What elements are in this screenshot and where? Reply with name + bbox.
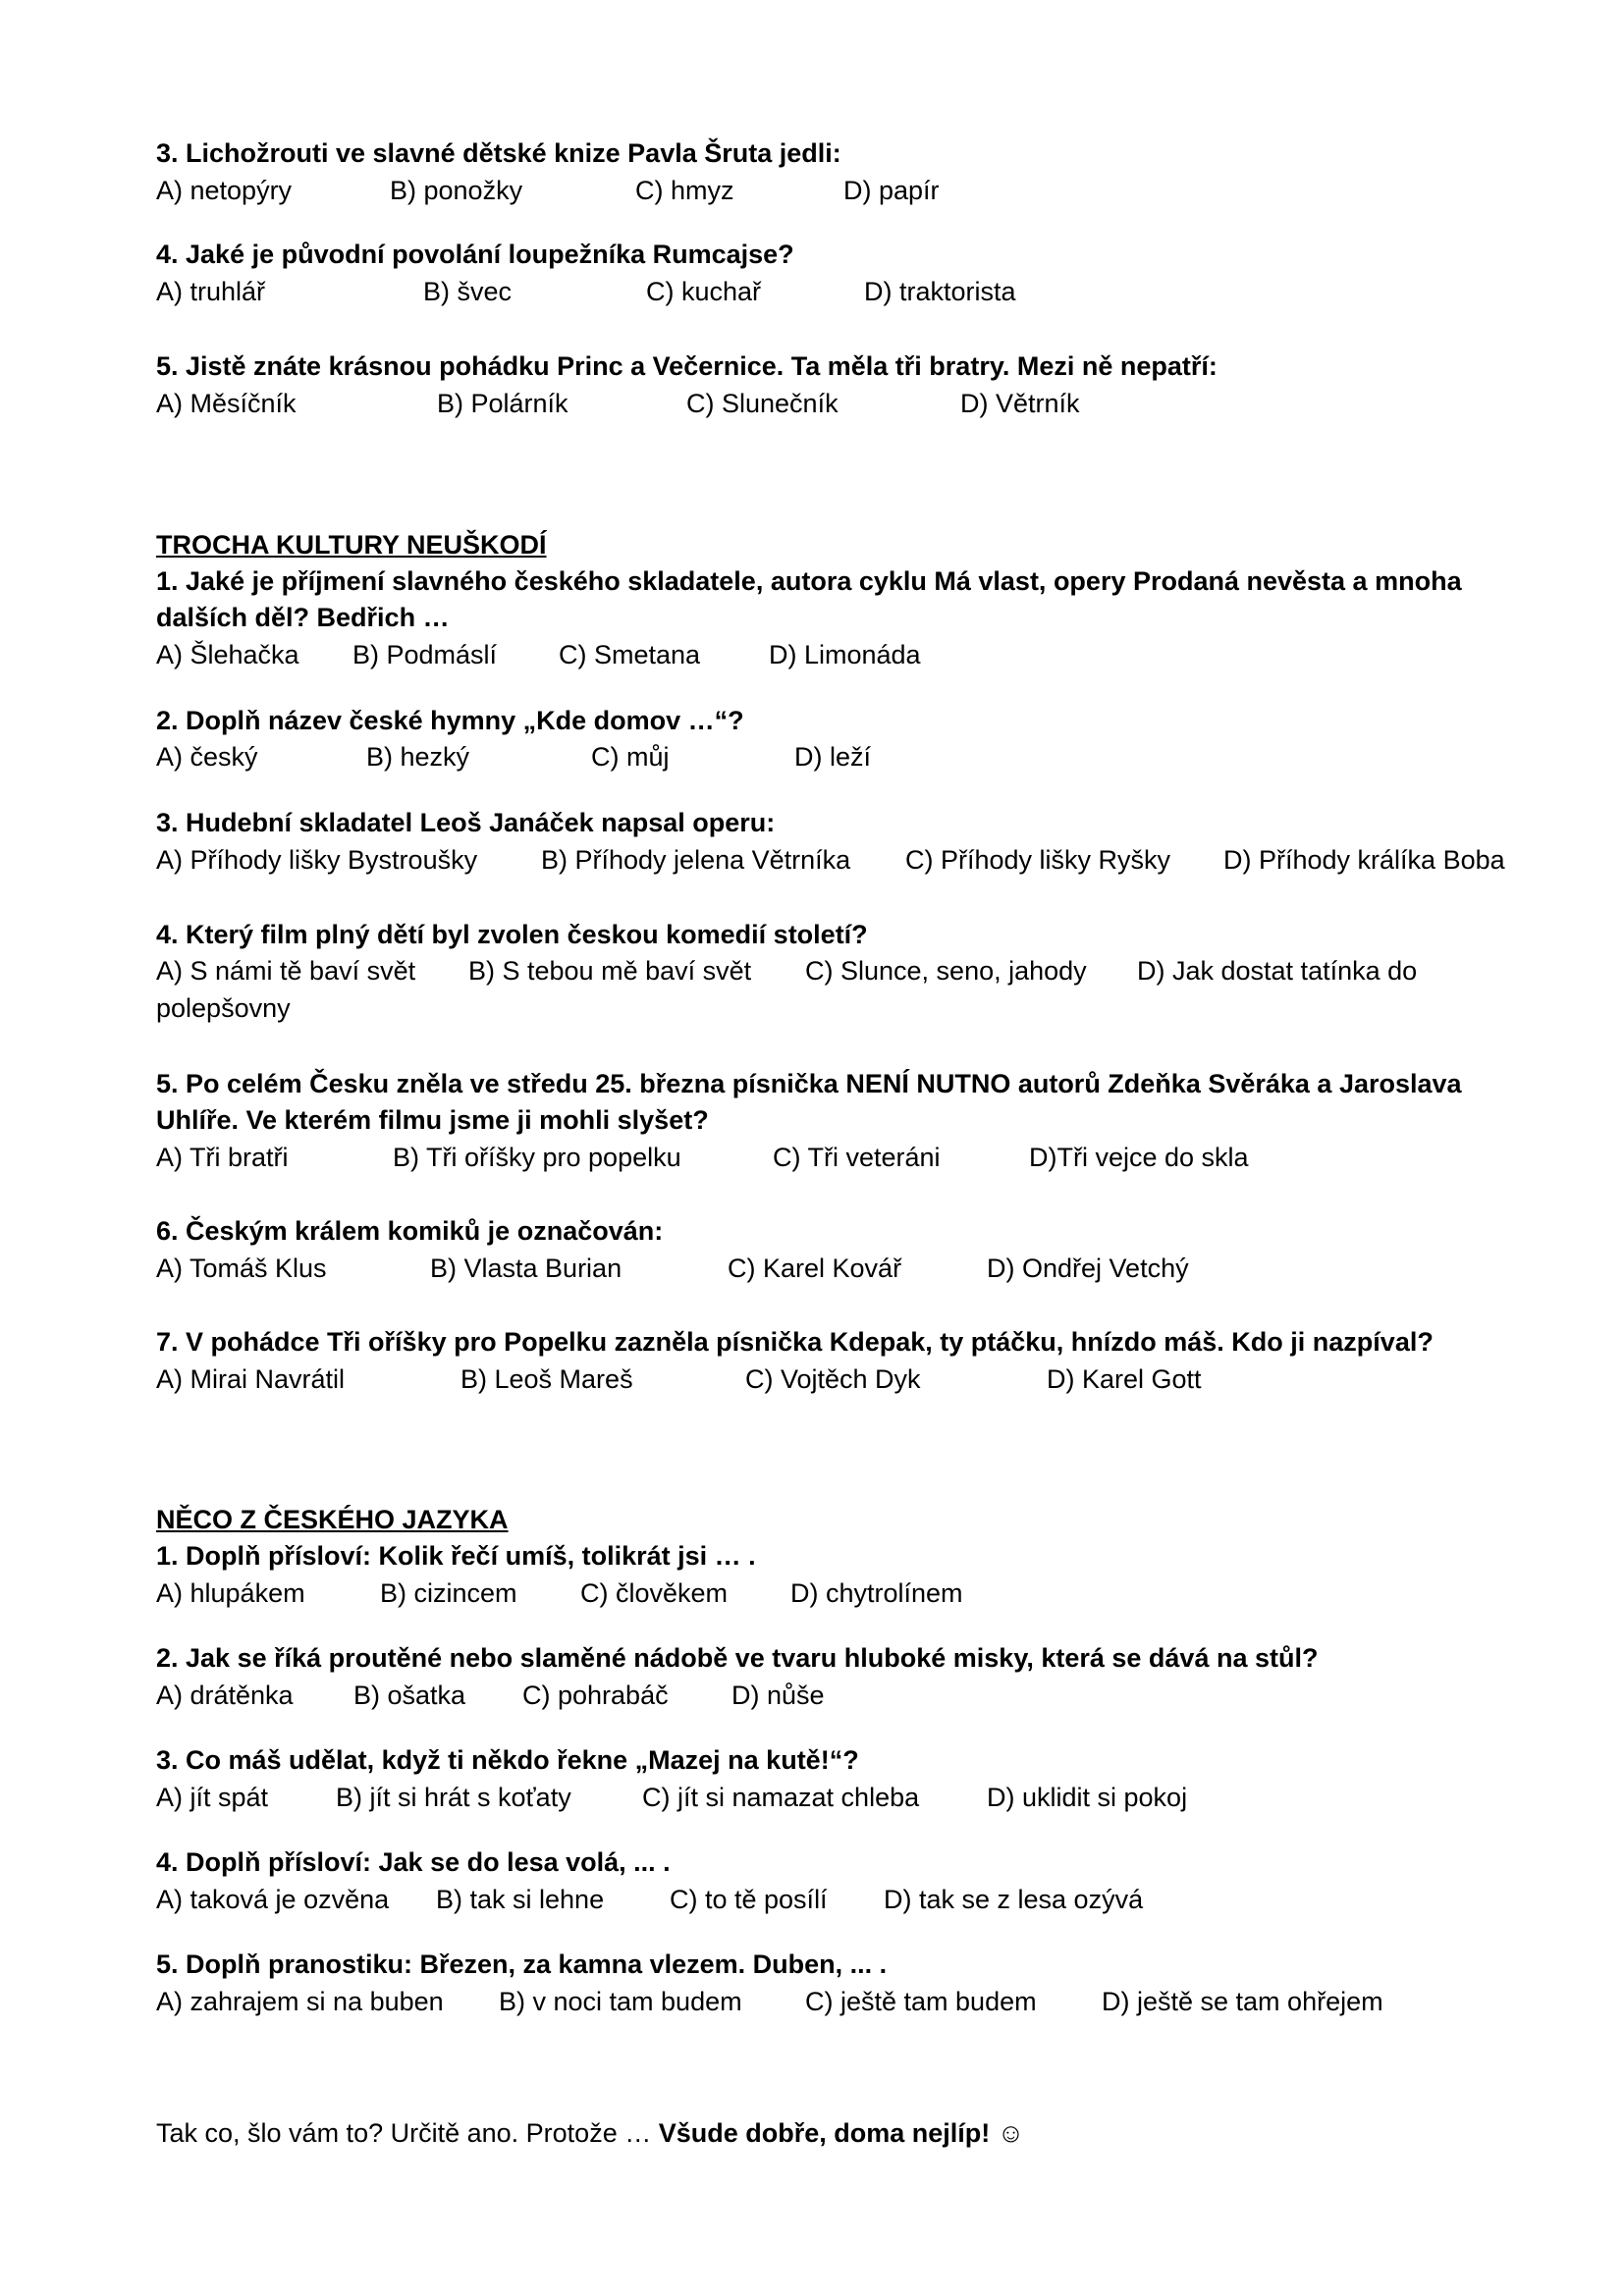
option-b: B) Příhody jelena Větrníka bbox=[541, 845, 851, 875]
option-d: D) tak se z lesa ozývá bbox=[884, 1885, 1144, 1914]
option-c: C) člověkem bbox=[580, 1578, 729, 1608]
closing-text: Tak co, šlo vám to? Určitě ano. Protože … bbox=[156, 2118, 659, 2148]
option-d-continuation: polepšovny bbox=[156, 993, 291, 1023]
option-d: D) nůše bbox=[731, 1681, 825, 1710]
option-b: B) hezký bbox=[366, 742, 470, 772]
closing-motto: Všude dobře, doma nejlíp! bbox=[658, 2118, 991, 2148]
option-a: A) Tři bratři bbox=[156, 1143, 289, 1172]
option-b: B) tak si lehne bbox=[436, 1885, 605, 1914]
option-a: A) český bbox=[156, 742, 258, 772]
option-a: A) Mirai Navrátil bbox=[156, 1364, 346, 1394]
option-a: A) truhlář bbox=[156, 277, 266, 306]
option-a: A) jít spát bbox=[156, 1783, 269, 1812]
option-b: B) švec bbox=[423, 277, 513, 306]
option-a: A) hlupákem bbox=[156, 1578, 305, 1608]
question-5-neni-nutno: 5. Po celém Česku zněla ve středu 25. března písnička NENÍ NUTNO autorů Zdeňka Svěráka a Jaroslava bbox=[156, 1069, 1462, 1098]
option-c: C) Smetana bbox=[559, 640, 701, 669]
option-a: A) Tomáš Klus bbox=[156, 1254, 327, 1283]
question-5-pranostika: 5. Doplň pranostiku: Březen, za kamna vlezem. Duben, ... . bbox=[156, 1949, 888, 1979]
option-a: A) drátěnka bbox=[156, 1681, 294, 1710]
option-d: D) chytrolínem bbox=[790, 1578, 963, 1608]
option-c: C) jít si namazat chleba bbox=[642, 1783, 920, 1812]
question-3-lichozrouti: 3. Lichožrouti ve slavné dětské knize Pavla Šruta jedli: bbox=[156, 138, 841, 168]
option-c: C) Slunce, seno, jahody bbox=[805, 956, 1087, 986]
option-d: D) Příhody králíka Boba bbox=[1223, 845, 1505, 875]
option-b: B) ponožky bbox=[390, 176, 523, 205]
question-3-janacek: 3. Hudební skladatel Leoš Janáček napsal operu: bbox=[156, 808, 776, 837]
question-6-kral-komiku: 6. Českým králem komiků je označován: bbox=[156, 1216, 664, 1246]
option-d: D) leží bbox=[794, 742, 872, 772]
question-1-prislovi-reci: 1. Doplň přísloví: Kolik řečí umíš, tolikrát jsi … . bbox=[156, 1541, 756, 1571]
option-d: D)Tři vejce do skla bbox=[1029, 1143, 1249, 1172]
question-7-kdepak: 7. V pohádce Tři oříšky pro Popelku zazněla písnička Kdepak, ty ptáčku, hnízdo máš. Kdo ji nazpíval? bbox=[156, 1327, 1434, 1357]
option-d: D) Ondřej Vetchý bbox=[987, 1254, 1189, 1283]
question-1-skladatel-line2: dalších děl? Bedřich … bbox=[156, 603, 450, 632]
option-b: B) cizincem bbox=[380, 1578, 517, 1608]
question-4-rumcajs: 4. Jaké je původní povolání loupežníka Rumcajse? bbox=[156, 240, 794, 269]
section-heading-kultura: TROCHA KULTURY NEUŠKODÍ bbox=[156, 530, 547, 560]
option-a: A) taková je ozvěna bbox=[156, 1885, 390, 1914]
option-a: A) Příhody lišky Bystroušky bbox=[156, 845, 478, 875]
question-1-skladatel: 1. Jaké je příjmení slavného českého skladatele, autora cyklu Má vlast, opery Prodaná nevěsta a mnoha bbox=[156, 566, 1462, 596]
option-a: A) netopýry bbox=[156, 176, 293, 205]
option-c: C) Slunečník bbox=[686, 389, 839, 418]
option-b: B) v noci tam budem bbox=[499, 1987, 742, 2016]
option-c: C) můj bbox=[591, 742, 670, 772]
option-c: C) Vojtěch Dyk bbox=[745, 1364, 921, 1394]
option-a: A) zahrajem si na buben bbox=[156, 1987, 444, 2016]
option-b: B) jít si hrát s koťaty bbox=[336, 1783, 571, 1812]
option-b: B) Polárník bbox=[437, 389, 568, 418]
option-c: C) Příhody lišky Ryšky bbox=[905, 845, 1171, 875]
option-b: B) Podmáslí bbox=[352, 640, 498, 669]
option-b: B) Leoš Mareš bbox=[460, 1364, 633, 1394]
question-2-hymna: 2. Doplň název české hymny „Kde domov …“? bbox=[156, 706, 744, 735]
question-5-princ-a-vecernice: 5. Jistě znáte krásnou pohádku Princ a Večernice. Ta měla tři bratry. Mezi ně nepatří: bbox=[156, 351, 1218, 381]
question-5-neni-nutno-line2: Uhlíře. Ve kterém filmu jsme ji mohli slyšet? bbox=[156, 1105, 709, 1135]
question-2-nadoba: 2. Jak se říká proutěné nebo slaměné nádobě ve tvaru hluboké misky, která se dává na stůl? bbox=[156, 1643, 1319, 1673]
option-b: B) S tebou mě baví svět bbox=[468, 956, 752, 986]
option-b: B) Vlasta Burian bbox=[430, 1254, 623, 1283]
option-c: C) Tři veteráni bbox=[773, 1143, 941, 1172]
option-c: C) ještě tam budem bbox=[805, 1987, 1037, 2016]
section-heading-cesky-jazyk: NĚCO Z ČESKÉHO JAZYKA bbox=[156, 1505, 509, 1534]
option-a: A) S námi tě baví svět bbox=[156, 956, 416, 986]
option-a: A) Šlehačka bbox=[156, 640, 299, 669]
option-d: D) traktorista bbox=[864, 277, 1016, 306]
option-b: B) ošatka bbox=[353, 1681, 466, 1710]
closing-line bbox=[156, 2115, 1024, 2152]
option-d: D) Jak dostat tatínka do bbox=[1137, 956, 1418, 986]
option-d: D) ještě se tam ohřejem bbox=[1102, 1987, 1383, 2016]
option-d: D) Limonáda bbox=[769, 640, 921, 669]
option-d: D) Karel Gott bbox=[1047, 1364, 1202, 1394]
question-3-mazej-na-kute: 3. Co máš udělat, když ti někdo řekne „Mazej na kutě!“? bbox=[156, 1745, 859, 1775]
question-4-film: 4. Který film plný dětí byl zvolen českou komedií století? bbox=[156, 920, 868, 949]
question-4-prislovi-les: 4. Doplň přísloví: Jak se do lesa volá, ... . bbox=[156, 1847, 671, 1877]
option-c: C) pohrabáč bbox=[522, 1681, 669, 1710]
option-d: D) papír bbox=[843, 176, 940, 205]
smiley-icon: ☺ bbox=[990, 2118, 1025, 2148]
option-a: A) Měsíčník bbox=[156, 389, 297, 418]
option-c: C) Karel Kovář bbox=[728, 1254, 902, 1283]
option-b: B) Tři oříšky pro popelku bbox=[393, 1143, 681, 1172]
option-c: C) to tě posílí bbox=[670, 1885, 828, 1914]
option-d: D) Větrník bbox=[960, 389, 1080, 418]
option-c: C) hmyz bbox=[635, 176, 734, 205]
option-d: D) uklidit si pokoj bbox=[987, 1783, 1188, 1812]
option-c: C) kuchař bbox=[646, 277, 762, 306]
